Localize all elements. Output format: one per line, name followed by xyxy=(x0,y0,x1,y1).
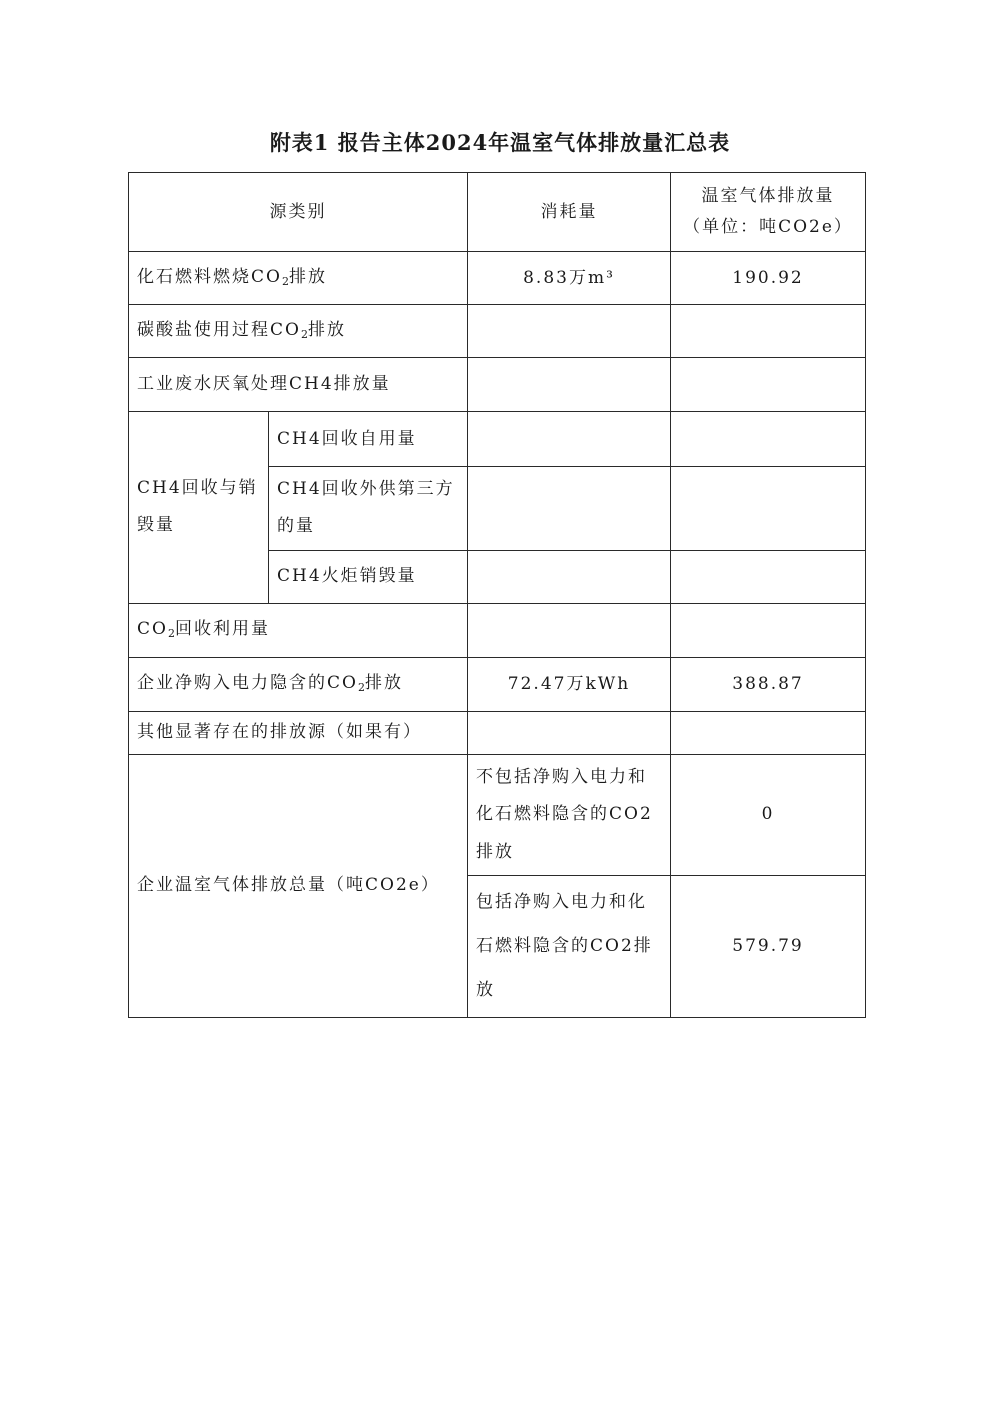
total-incl-label: 包括净购入电力和化石燃料隐含的CO2排放 xyxy=(468,875,671,1017)
row-label-carbonate: 碳酸盐使用过程$CO_2$排放 xyxy=(129,305,468,358)
row-label-electricity: 企业净购入电力隐含的$CO_2$排放 xyxy=(129,657,468,711)
row-emission-ch4-supply xyxy=(671,467,866,551)
table-row xyxy=(129,412,866,467)
row-label-fossil: 化石燃料燃烧$CO_2$排放 xyxy=(129,252,468,305)
emissions-summary-table xyxy=(128,172,866,1018)
row-label-co2-recovery: $CO_2$回收利用量 xyxy=(129,603,468,657)
row-label-ch4-flare: CH4火炬销毁量 xyxy=(269,550,468,603)
table-row xyxy=(129,657,866,711)
total-incl-value: 579.79 xyxy=(671,875,866,1017)
row-emission-electricity: 388.87 xyxy=(671,657,866,711)
row-label-total: 企业温室气体排放总量（吨CO2e） xyxy=(129,754,468,1017)
table-row xyxy=(129,252,866,305)
header-source: 源类别 xyxy=(129,173,468,252)
row-label-other: 其他显著存在的排放源（如果有） xyxy=(129,711,468,754)
row-label-ch4-group: CH4回收与销毁量 xyxy=(129,412,269,604)
row-consumption-other xyxy=(468,711,671,754)
table-row xyxy=(129,754,866,875)
row-consumption-ch4-supply xyxy=(468,467,671,551)
row-consumption-wastewater xyxy=(468,358,671,412)
row-consumption-ch4-flare xyxy=(468,550,671,603)
row-label-wastewater: 工业废水厌氧处理CH4排放量 xyxy=(129,358,468,412)
row-consumption-carbonate xyxy=(468,305,671,358)
total-excl-label: 不包括净购入电力和化石燃料隐含的CO2排放 xyxy=(468,754,671,875)
header-row xyxy=(129,173,866,252)
header-emission xyxy=(671,173,866,252)
row-consumption-fossil: 8.83万m³ xyxy=(468,252,671,305)
table-row xyxy=(129,711,866,754)
row-emission-carbonate xyxy=(671,305,866,358)
row-emission-ch4-flare xyxy=(671,550,866,603)
table-title: 附表1 报告主体2024年温室气体排放量汇总表 xyxy=(269,130,731,155)
row-label-ch4-supply: CH4回收外供第三方的量 xyxy=(269,467,468,551)
table-row xyxy=(129,305,866,358)
table-row xyxy=(129,358,866,412)
total-excl-value: 0 xyxy=(671,754,866,875)
row-emission-fossil: 190.92 xyxy=(671,252,866,305)
header-consumption: 消耗量 xyxy=(468,173,671,252)
row-emission-ch4-self xyxy=(671,412,866,467)
table-row xyxy=(129,603,866,657)
header-emission-line1: 温室气体排放量 xyxy=(701,186,835,207)
row-label-ch4-self: CH4回收自用量 xyxy=(269,412,468,467)
row-emission-other xyxy=(671,711,866,754)
row-consumption-ch4-self xyxy=(468,412,671,467)
row-consumption-electricity: 72.47万kWh xyxy=(468,657,671,711)
row-emission-co2-recovery xyxy=(671,603,866,657)
header-emission-line2: （单位：吨CO2e） xyxy=(683,217,853,237)
row-emission-wastewater xyxy=(671,358,866,412)
row-consumption-co2-recovery xyxy=(468,603,671,657)
